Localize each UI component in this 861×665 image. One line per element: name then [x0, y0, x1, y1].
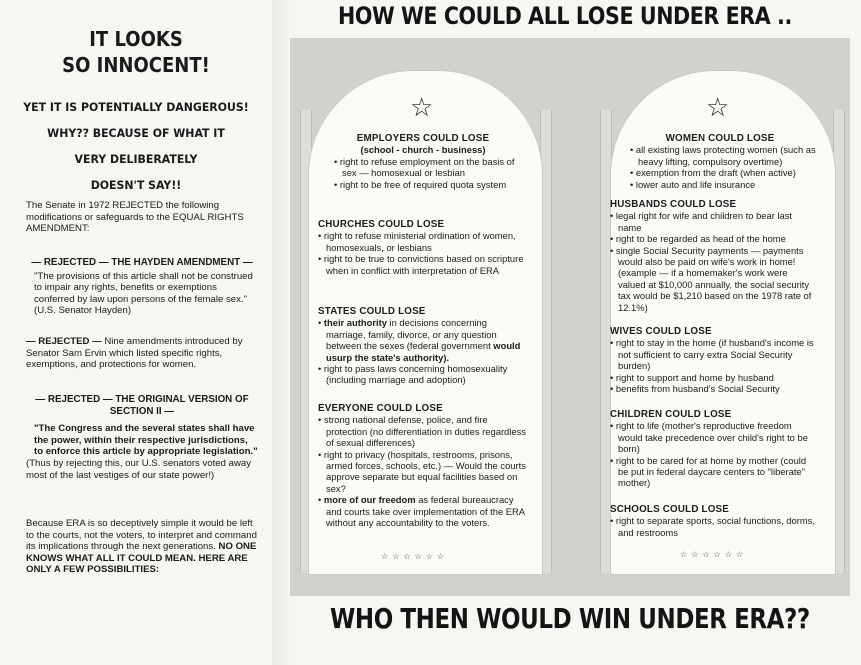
rejected-section-ii-note: (Thus by rejecting this, our U.S. senators voted away most of the last vestiges of our state power!)	[26, 457, 252, 481]
section-heading: WOMEN COULD LOSE	[665, 133, 775, 144]
list-item: • right to pass laws concerning homosexuality (including marriage and adoption)	[318, 363, 528, 386]
list-item: • right to be cared for at home by mother (could be put in federal daycare centers to "liberate" mother)	[610, 455, 815, 489]
list-item: • right to refuse employment on the basis of sex — homosexual or lesbian	[334, 156, 528, 179]
rejected-hayden-body: "The provisions of this article shall not be construed to impair any rights, benefits or exemptions conferred by law upon persons of the female sex." (U.S. Senator Hayden)	[34, 270, 253, 317]
list-item: • benefits from husband's Social Security	[610, 383, 815, 394]
section-heading: CHURCHES COULD LOSE	[318, 219, 445, 230]
list-item: • exemption from the draft (when active)	[630, 167, 820, 178]
headline-top: HOW WE COULD ALL LOSE UNDER ERA ..	[338, 2, 792, 30]
left-subtitle	[7, 94, 265, 198]
closing-text: Because ERA is so deceptively simple it would be left to the courts, not the voters, to interpret and command its implications through the next generations. NO ONE KNOWS WHAT ALL IT COULD MEAN. HERE ARE ONLY A FEW POSSIBILITIES:	[26, 518, 257, 576]
list-item: • right to refuse ministerial ordination of women, homosexuals, or lesbians	[318, 230, 528, 253]
headline-bottom: WHO THEN WOULD WIN UNDER ERA??	[330, 602, 810, 635]
list-item: • right to be free of required quota system	[334, 179, 528, 190]
section-subheading: (school - church - business)	[360, 144, 486, 156]
rejected-section-ii	[26, 394, 258, 481]
stars-row: ☆☆☆☆☆☆	[381, 552, 449, 561]
rejected-hayden-head: — REJECTED — THE HAYDEN AMENDMENT —	[31, 257, 253, 268]
title-line-1: IT LOOKS	[89, 27, 183, 51]
rejected-section-ii-head: — REJECTED — THE ORIGINAL VERSION OF SECTION II —	[35, 394, 249, 417]
list-item: • all existing laws protecting women (such as heavy lifting, compulsory overtime)	[630, 144, 820, 167]
rejected-ervin-body: Nine amendments introduced by Senator Sam Ervin which listed specific rights, exemptions, and protections for women.	[26, 336, 243, 371]
list-item: • their authority in decisions concerning marriage, family, divorce, or any question between the sexes (federal government would usurp the state's authority).	[318, 317, 528, 363]
list-item: • right to be regarded as head of the home	[610, 233, 815, 244]
rejected-ervin-head: — REJECTED —	[26, 336, 102, 347]
rejected-hayden	[26, 257, 258, 317]
children-section	[610, 409, 815, 489]
page-fold	[272, 0, 290, 665]
section-heading: CHILDREN COULD LOSE	[610, 409, 732, 420]
subtitle-line-3: VERY DELIBERATELY	[74, 152, 198, 166]
list-item: • right to privacy (hospitals, restrooms, prisons, armed forces, schools, etc.) — Would the courts approve separate but equal facilities based on sex?	[318, 449, 528, 495]
list-item: • right to support and home by husband	[610, 372, 815, 383]
left-title	[14, 26, 259, 78]
section-heading: HUSBANDS COULD LOSE	[610, 199, 737, 210]
list-item: • more of our freedom as federal bureaucracy and courts take over implementation of the ERA without any accountability to the voters.	[318, 494, 528, 528]
section-heading: EMPLOYERS COULD LOSE	[356, 133, 490, 144]
section-heading: EVERYONE COULD LOSE	[318, 403, 443, 414]
states-section	[318, 306, 528, 386]
section-heading: SCHOOLS COULD LOSE	[610, 504, 729, 515]
schools-section	[610, 504, 815, 538]
closing-bold: NO ONE KNOWS WHAT ALL IT COULD MEAN. HERE ARE ONLY A FEW POSSIBILITIES:	[26, 541, 257, 576]
list-item: • right to be true to convictions based on scripture when in conflict with interpretation of ERA	[318, 253, 528, 276]
list-item: • lower auto and life insurance	[630, 179, 820, 190]
star-icon: ☆	[410, 92, 434, 122]
wives-section	[610, 326, 815, 394]
husbands-section	[610, 199, 815, 313]
list-item: • right to stay in the home (if husband's income is not sufficient to carry extra Social Security burden)	[610, 337, 815, 371]
list-item: • strong national defense, police, and fire protection (no differentiation in duties regardless of sexual differences)	[318, 414, 528, 448]
list-item: • single Social Security payments — payments would also be paid on wife's work in home! (example — if a homemaker's work were valued at $10,000 annually, the social security tax would be $1,210 based on the 1978 rate of 12.1%)	[610, 245, 815, 313]
everyone-section	[318, 403, 528, 528]
list-item: • legal right for wife and children to bear last name	[610, 210, 815, 233]
churches-section	[318, 219, 528, 276]
list-item: • right to separate sports, social functions, dorms, and restrooms	[610, 515, 815, 538]
stars-row: ☆☆☆☆☆☆	[680, 550, 748, 559]
employers-section	[318, 133, 528, 190]
star-icon: ☆	[706, 92, 730, 122]
section-heading: WIVES COULD LOSE	[610, 326, 712, 337]
senate-intro: The Senate in 1972 REJECTED the following modifications or safeguards to the EQUAL RIGHTS AMENDMENT:	[26, 200, 244, 235]
subtitle-line-2: WHY?? BECAUSE OF WHAT IT	[47, 126, 225, 140]
title-line-2: SO INNOCENT!	[62, 53, 210, 77]
women-section	[620, 133, 820, 190]
subtitle-line-1: YET IT IS POTENTIALLY DANGEROUS!	[23, 100, 249, 114]
rejected-section-ii-body: "The Congress and the several states shall have the power, within their respective jurisdictions, to enforce this article by appropriate legislation."	[34, 423, 258, 458]
section-heading: STATES COULD LOSE	[318, 306, 426, 317]
subtitle-line-4: DOESN'T SAY!!	[90, 178, 182, 192]
list-item: • right to life (mother's reproductive freedom would take precedence over child's right to be born)	[610, 420, 815, 454]
rejected-ervin	[26, 336, 258, 371]
